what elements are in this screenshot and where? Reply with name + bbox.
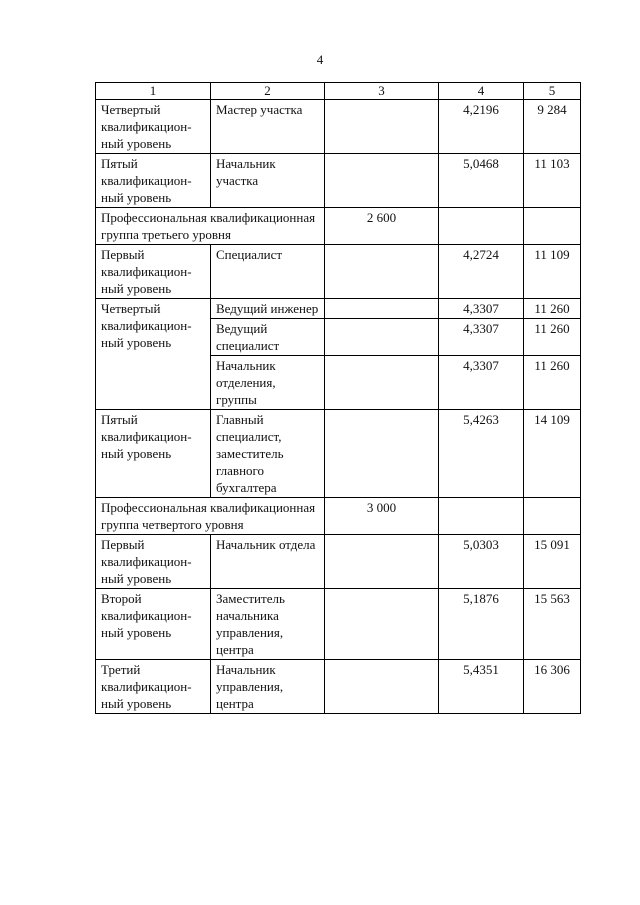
header-col-3: 3 [325, 83, 439, 100]
empty-cell [524, 498, 581, 535]
base-salary-cell [325, 100, 439, 154]
header-col-2: 2 [211, 83, 325, 100]
coefficient-cell: 4,3307 [439, 356, 524, 410]
salary-cell: 11 260 [524, 356, 581, 410]
position-cell: Начальник управления, центра [211, 660, 325, 714]
header-col-4: 4 [439, 83, 524, 100]
position-cell: Специалист [211, 245, 325, 299]
table-row [96, 589, 581, 660]
base-salary-cell: 2 600 [325, 208, 439, 245]
salary-cell: 15 563 [524, 589, 581, 660]
coefficient-cell: 5,1876 [439, 589, 524, 660]
base-salary-cell [325, 319, 439, 356]
page-number: 4 [316, 52, 324, 67]
position-cell: Главный специалист, заместитель главного бухгалтера [211, 410, 325, 498]
header-col-5: 5 [524, 83, 581, 100]
base-salary-cell [325, 245, 439, 299]
empty-cell [439, 208, 524, 245]
level-cell: Четвертый квалификацион-ный уровень [96, 100, 211, 154]
salary-cell: 14 109 [524, 410, 581, 498]
group-title-cell: Профессиональная квалификационная группа четвертого уровня [96, 498, 325, 535]
level-cell: Первый квалификацион-ный уровень [96, 535, 211, 589]
coefficient-cell: 4,3307 [439, 319, 524, 356]
salary-cell: 9 284 [524, 100, 581, 154]
level-cell: Четвертый квалификацион-ный уровень [96, 299, 211, 410]
position-cell: Ведущий инженер [211, 299, 325, 319]
header-row [96, 83, 581, 100]
level-cell: Третий квалификацион-ный уровень [96, 660, 211, 714]
position-cell: Начальник участка [211, 154, 325, 208]
position-cell: Начальник отдела [211, 535, 325, 589]
coefficient-cell: 4,2196 [439, 100, 524, 154]
coefficient-cell: 5,4351 [439, 660, 524, 714]
coefficient-cell: 5,0468 [439, 154, 524, 208]
salary-cell: 11 103 [524, 154, 581, 208]
level-cell: Второй квалификацион-ный уровень [96, 589, 211, 660]
salary-table [95, 82, 581, 714]
salary-cell: 16 306 [524, 660, 581, 714]
position-cell: Заместитель начальника управления, центра [211, 589, 325, 660]
base-salary-cell [325, 356, 439, 410]
base-salary-cell [325, 154, 439, 208]
base-salary-cell: 3 000 [325, 498, 439, 535]
position-cell: Мастер участка [211, 100, 325, 154]
group-row [96, 498, 581, 535]
group-title-cell: Профессиональная квалификационная группа третьего уровня [96, 208, 325, 245]
empty-cell [524, 208, 581, 245]
position-cell: Начальник отделения, группы [211, 356, 325, 410]
position-cell: Ведущий специалист [211, 319, 325, 356]
salary-cell: 15 091 [524, 535, 581, 589]
coefficient-cell: 5,4263 [439, 410, 524, 498]
table-row [96, 660, 581, 714]
base-salary-cell [325, 660, 439, 714]
table-row [96, 410, 581, 498]
table-row [96, 535, 581, 589]
base-salary-cell [325, 410, 439, 498]
coefficient-cell: 5,0303 [439, 535, 524, 589]
table-row [96, 154, 581, 208]
base-salary-cell [325, 299, 439, 319]
level-cell: Пятый квалификацион-ный уровень [96, 154, 211, 208]
table-row [96, 100, 581, 154]
salary-cell: 11 260 [524, 299, 581, 319]
salary-cell: 11 109 [524, 245, 581, 299]
salary-cell: 11 260 [524, 319, 581, 356]
coefficient-cell: 4,3307 [439, 299, 524, 319]
base-salary-cell [325, 535, 439, 589]
table-row [96, 245, 581, 299]
coefficient-cell: 4,2724 [439, 245, 524, 299]
group-row [96, 208, 581, 245]
level-cell: Пятый квалификацион-ный уровень [96, 410, 211, 498]
level-cell: Первый квалификацион-ный уровень [96, 245, 211, 299]
table-row [96, 299, 581, 319]
base-salary-cell [325, 589, 439, 660]
empty-cell [439, 498, 524, 535]
header-col-1: 1 [96, 83, 211, 100]
